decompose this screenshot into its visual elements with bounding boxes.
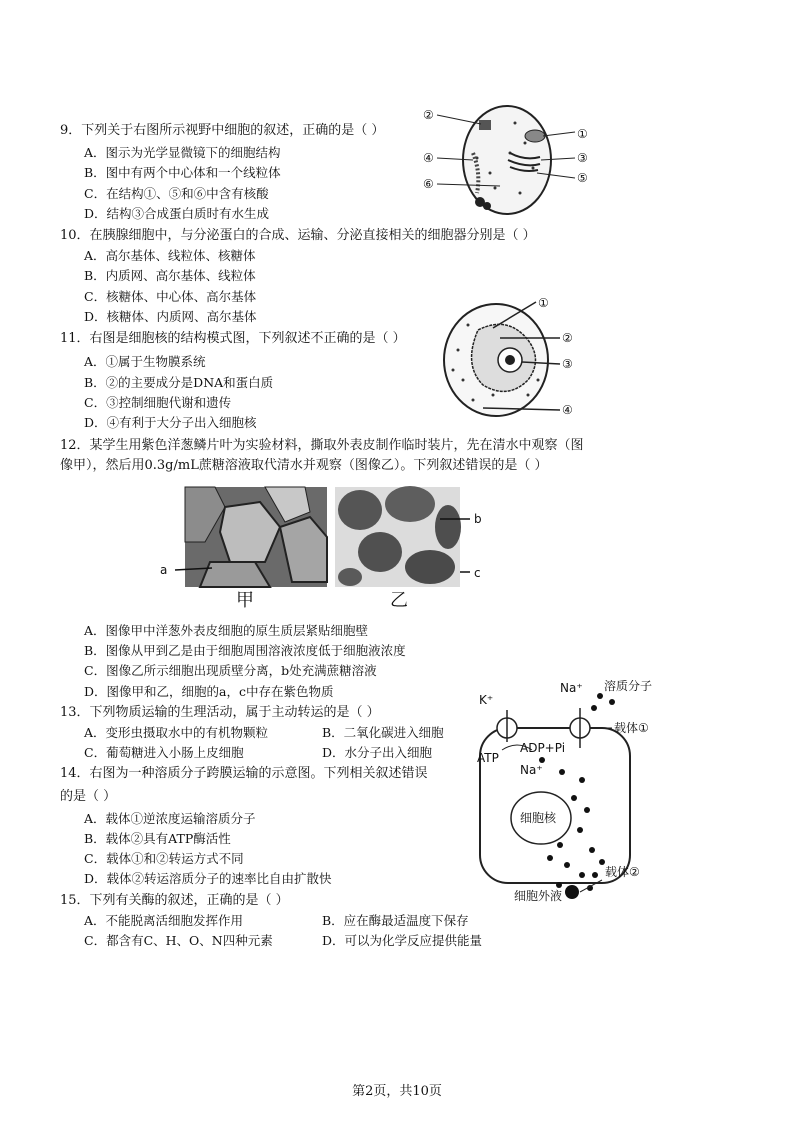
q14-option-c: C．载体①和②转运方式不同	[84, 851, 244, 866]
q14-stem-line1: 14．右图为一种溶质分子跨膜运输的示意图。下列相关叙述错误	[60, 766, 428, 781]
label-3: ③	[562, 357, 573, 371]
q9-option-d: D．结构③合成蛋白质时有水生成	[84, 206, 270, 221]
label-6: ⑥	[423, 177, 434, 191]
q10-stem: 10．在胰腺细胞中，与分泌蛋白的合成、运输、分泌直接相关的细胞器分别是（ ）	[60, 228, 536, 243]
label-a: a	[160, 563, 168, 577]
q15-option-c: C．都含有C、H、O、N四种元素	[84, 933, 273, 948]
q9-option-a: A．图示为光学显微镜下的细胞结构	[84, 145, 281, 160]
q12-stem-line1: 12．某学生用紫色洋葱鳞片叶为实验材料，撕取外表皮制作临时装片，先在清水中观察（图	[60, 438, 584, 453]
label-k: K⁺	[479, 693, 494, 707]
label-solute: 溶质分子	[604, 680, 653, 693]
q10-option-a: A．高尔基体、线粒体、核糖体	[84, 248, 256, 263]
label-2: ②	[423, 108, 434, 122]
q13-option-c: C．葡萄糖进入小肠上皮细胞	[84, 745, 244, 760]
q13-option-b: B．二氧化碳进入细胞	[322, 725, 444, 740]
q14-option-b: B．载体②具有ATP酶活性	[84, 831, 231, 846]
q12-option-d: D．图像甲和乙，细胞的a，c中存在紫色物质	[84, 684, 334, 699]
nucleus-diagram	[438, 290, 583, 425]
label-4: ④	[562, 403, 573, 417]
q11-option-d: D．④有利于大分子出入细胞核	[84, 415, 257, 430]
label-atp: ATP	[477, 751, 499, 765]
q10-option-b: B．内质网、高尔基体、线粒体	[84, 268, 256, 283]
cell-diagram	[415, 98, 600, 223]
label-adp: ADP+Pi	[520, 741, 566, 755]
label-c: c	[474, 566, 481, 580]
q10-option-c: C．核糖体、中心体、高尔基体	[84, 289, 257, 304]
label-extracellular: 细胞外液	[514, 889, 563, 903]
q11-option-c: C．③控制细胞代谢和遗传	[84, 395, 232, 410]
label-3: ③	[577, 151, 588, 165]
q15-option-d: D．可以为化学反应提供能量	[322, 933, 483, 948]
carrier-2-icon	[565, 885, 579, 899]
q15-stem: 15．下列有关酶的叙述，正确的是（ ）	[60, 893, 289, 908]
q12-option-a: A．图像甲中洋葱外表皮细胞的原生质层紧贴细胞壁	[84, 623, 369, 638]
q14-option-d: D．载体②转运溶质分子的速率比自由扩散快	[84, 871, 332, 886]
page-footer: 第2页，共10页	[352, 1084, 442, 1099]
q11-stem: 11．右图是细胞核的结构模式图，下列叙述不正确的是（ ）	[60, 331, 406, 346]
q9-option-c: C．在结构①、⑤和⑥中含有核酸	[84, 186, 269, 201]
label-2: ②	[562, 331, 573, 345]
label-b: b	[474, 512, 482, 526]
q15-option-a: A．不能脱离活细胞发挥作用	[84, 913, 244, 928]
label-5: ⑤	[577, 171, 588, 185]
q13-stem: 13．下列物质运输的生理活动，属于主动转运的是（ ）	[60, 705, 380, 720]
q12-stem-line2: 像甲），然后用0.3g/mL蔗糖溶液取代清水并观察（图像乙）。下列叙述错误的是（ ）	[60, 458, 548, 473]
q14-option-a: A．载体①逆浓度运输溶质分子	[84, 811, 256, 826]
plasmolysis-images	[150, 482, 500, 617]
centriole-icon	[479, 120, 491, 130]
label-nucleus: 细胞核	[520, 811, 557, 825]
q12-option-b: B．图像从甲到乙是由于细胞周围溶液浓度低于细胞液浓度	[84, 643, 406, 658]
label-jia: 甲	[236, 590, 254, 611]
q13-option-d: D．水分子出入细胞	[322, 745, 433, 760]
label-1: ①	[577, 127, 588, 141]
label-1: ①	[538, 296, 549, 310]
q14-stem-line2: 的是（ ）	[60, 789, 117, 804]
label-yi: 乙	[390, 590, 408, 611]
label-carrier-1: 载体①	[614, 721, 649, 735]
q9-stem: 9．下列关于右图所示视野中细胞的叙述，正确的是（ ）	[60, 123, 385, 138]
label-na-top: Na⁺	[560, 681, 583, 695]
q11-option-b: B．②的主要成分是DNA和蛋白质	[84, 375, 274, 390]
transport-diagram	[462, 680, 677, 910]
label-na-in: Na⁺	[520, 763, 543, 777]
q12-option-c: C．图像乙所示细胞出现质壁分离，b处充满蔗糖溶液	[84, 663, 377, 678]
q11-option-a: A．①属于生物膜系统	[84, 354, 206, 369]
q9-option-b: B．图中有两个中心体和一个线粒体	[84, 165, 281, 180]
q10-option-d: D．核糖体、内质网、高尔基体	[84, 309, 257, 324]
q13-option-a: A．变形虫摄取水中的有机物颗粒	[84, 725, 269, 740]
label-carrier-2: 载体②	[605, 865, 640, 879]
label-4: ④	[423, 151, 434, 165]
q15-option-b: B．应在酶最适温度下保存	[322, 913, 469, 928]
